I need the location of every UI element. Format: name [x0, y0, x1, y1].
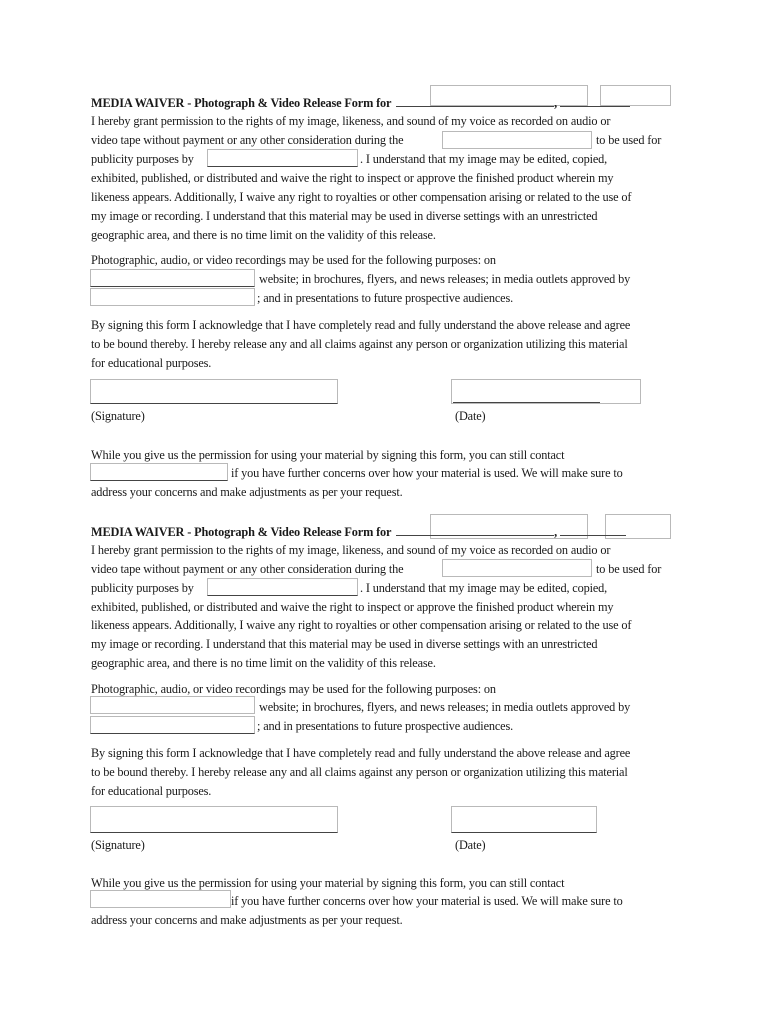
date-label: (Date) [455, 409, 486, 423]
signature-label: (Signature) [91, 838, 145, 852]
release-line: publicity purposes by [91, 581, 194, 595]
date-field[interactable] [451, 379, 641, 404]
website-field[interactable] [90, 696, 255, 714]
date-label: (Date) [455, 838, 486, 852]
purposes-line: Photographic, audio, or video recordings may be used for the following purposes: on [91, 253, 496, 267]
form-title: MEDIA WAIVER - Photograph & Video Release Form for , [91, 524, 626, 540]
contact-line: if you have further concerns over how your material is used. We will make sure to [231, 894, 623, 908]
event-field[interactable] [442, 559, 592, 577]
purposes-line: Photographic, audio, or video recordings may be used for the following purposes: on [91, 682, 496, 696]
approved-by-field[interactable] [90, 716, 255, 734]
acknowledge-line: for educational purposes. [91, 784, 212, 798]
approved-by-field[interactable] [90, 288, 255, 306]
release-line: geographic area, and there is no time limit on the validity of this release. [91, 656, 436, 670]
date-underline [453, 402, 600, 403]
contact-line: While you give us the permission for using your material by signing this form, you can still contact [91, 448, 565, 462]
release-line: I hereby grant permission to the rights of my image, likeness, and sound of my voice as recorded on audio or [91, 543, 611, 557]
acknowledge-line: By signing this form I acknowledge that I have completely read and fully understand the above release and agree [91, 746, 631, 760]
publicity-by-field[interactable] [207, 149, 358, 167]
release-line: likeness appears. Additionally, I waive any right to royalties or other compensation arising or related to the use of [91, 618, 632, 632]
release-line: my image or recording. I understand that this material may be used in diverse settings with an unrestricted [91, 637, 598, 651]
purposes-line: ; and in presentations to future prospective audiences. [257, 719, 514, 733]
release-line: exhibited, published, or distributed and waive the right to inspect or approve the finished product wherein my [91, 171, 614, 185]
release-line: to be used for [596, 133, 662, 147]
event-field[interactable] [442, 131, 592, 149]
title-underline [560, 95, 630, 107]
contact-line: While you give us the permission for using your material by signing this form, you can still contact [91, 876, 565, 890]
purposes-line: website; in brochures, flyers, and news releases; in media outlets approved by [259, 700, 631, 714]
contact-line: address your concerns and make adjustments as per your request. [91, 913, 403, 927]
release-line: publicity purposes by [91, 152, 194, 166]
website-field[interactable] [90, 269, 255, 287]
contact-line: if you have further concerns over how your material is used. We will make sure to [231, 466, 623, 480]
release-line: . I understand that my image may be edited, copied, [360, 152, 608, 166]
release-line: exhibited, published, or distributed and waive the right to inspect or approve the finished product wherein my [91, 600, 614, 614]
release-line: . I understand that my image may be edited, copied, [360, 581, 608, 595]
publicity-by-field[interactable] [207, 578, 358, 596]
signature-field[interactable] [90, 379, 338, 404]
release-line: geographic area, and there is no time limit on the validity of this release. [91, 228, 436, 242]
date-field[interactable] [451, 806, 597, 833]
contact-field[interactable] [90, 890, 231, 908]
acknowledge-line: By signing this form I acknowledge that I have completely read and fully understand the above release and agree [91, 318, 631, 332]
signature-label: (Signature) [91, 409, 145, 423]
contact-line: address your concerns and make adjustments as per your request. [91, 485, 403, 499]
form-title: MEDIA WAIVER - Photograph & Video Release Form for , [91, 95, 630, 111]
purposes-line: website; in brochures, flyers, and news releases; in media outlets approved by [259, 272, 631, 286]
release-line: I hereby grant permission to the rights of my image, likeness, and sound of my voice as recorded on audio or [91, 114, 611, 128]
title-underline [396, 524, 554, 536]
acknowledge-line: to be bound thereby. I hereby release any and all claims against any person or organization utilizing this material [91, 765, 628, 779]
purposes-line: ; and in presentations to future prospective audiences. [257, 291, 514, 305]
contact-field[interactable] [90, 463, 228, 481]
release-line: likeness appears. Additionally, I waive any right to royalties or other compensation arising or related to the use of [91, 190, 632, 204]
title-underline [560, 524, 626, 536]
release-line: my image or recording. I understand that this material may be used in diverse settings with an unrestricted [91, 209, 598, 223]
release-line: video tape without payment or any other consideration during the [91, 133, 404, 147]
acknowledge-line: to be bound thereby. I hereby release any and all claims against any person or organization utilizing this material [91, 337, 628, 351]
release-line: video tape without payment or any other consideration during the [91, 562, 404, 576]
release-line: to be used for [596, 562, 662, 576]
title-underline [396, 95, 554, 107]
signature-field[interactable] [90, 806, 338, 833]
acknowledge-line: for educational purposes. [91, 356, 212, 370]
